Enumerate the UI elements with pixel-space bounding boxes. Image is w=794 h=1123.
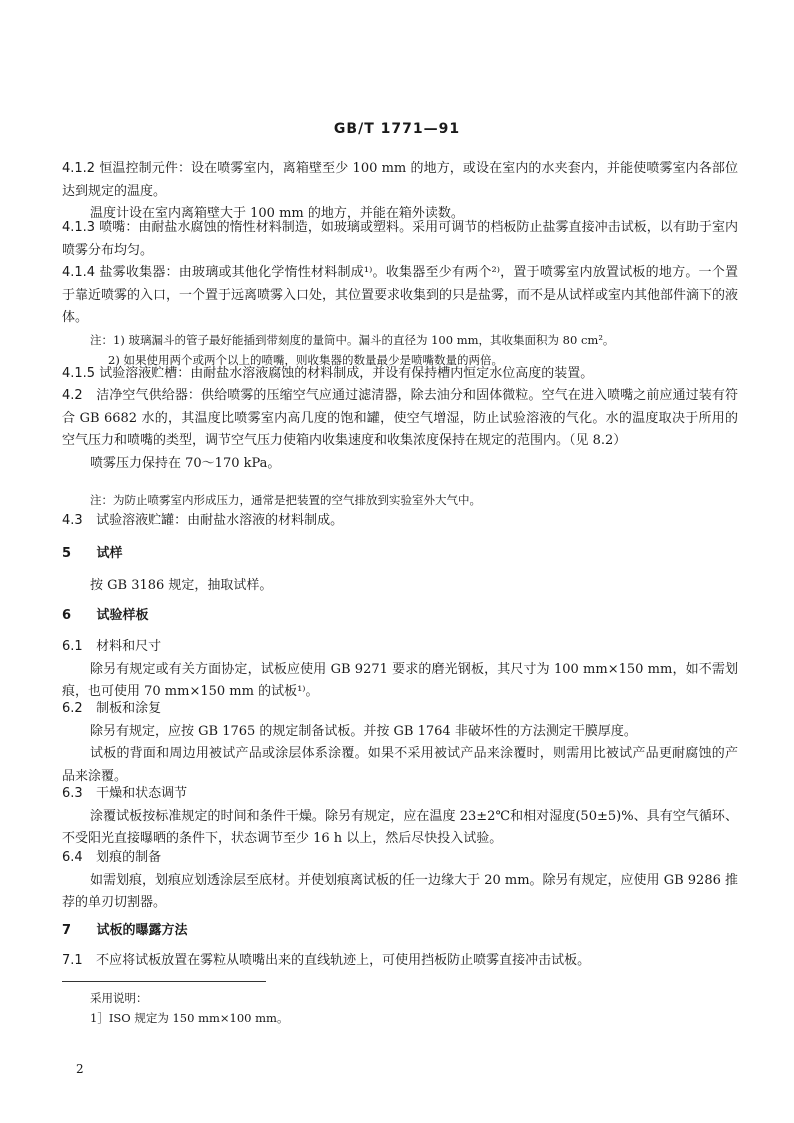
- clause-number: 4.2: [62, 388, 83, 403]
- footnote: 1］ISO 规定为 150 mm×100 mm。: [90, 1011, 289, 1025]
- clause-text: 洁净空气供给器：供给喷雾的压缩空气应通过滤清器，除去油分和固体微粒。空气在进入喷嘴之前应通过装有符合 GB 6682 水的，其温度比喷雾室内高几度的饱和罐，使空气增湿，防止试验溶液的气化。水的温度取决于所用的空气压力和喷嘴的类型，调节空气压力使箱内收集速度和收集浓度保持在规定的范围内。（见 8.2）: [62, 388, 738, 448]
- clause-text: 喷嘴：由耐盐水腐蚀的惰性材料制造，如玻璃或塑料。采用可调节的档板防止盐雾直接冲击试板，以有助于室内喷雾分布均匀。: [62, 220, 738, 258]
- clause-number: 4.1.4: [62, 265, 96, 280]
- clause-number: 6.4: [62, 850, 83, 865]
- paragraph: 涂覆试板按标准规定的时间和条件干燥。除另有规定，应在温度 23±2℃和相对湿度(50±5)%、具有空气循环、不受阳光直接曝晒的条件下，状态调节至少 16 h 以上，然后尽快投入试验。: [62, 808, 738, 846]
- clause-title: 材料和尺寸: [96, 639, 162, 654]
- section-number: 6: [62, 608, 72, 623]
- note: 注：为防止喷雾室内形成压力，通常是把装置的空气排放到实验室外大气中。: [90, 493, 481, 507]
- section-6-4: [62, 847, 738, 915]
- section-5: [62, 543, 738, 597]
- section-4-1-2: [62, 158, 738, 226]
- section-number: 5: [62, 546, 72, 561]
- footnote-block: [90, 988, 690, 1028]
- paragraph: 除另有规定或有关方面协定，试板应使用 GB 9271 要求的磨光钢板，其尺寸为 100 mm×150 mm，如不需划痕，也可使用 70 mm×150 mm 的试板¹⁾。: [62, 661, 738, 699]
- paragraph: 温度计设在室内离箱壁大于 100 mm 的地方，并能在箱外读数。: [90, 206, 464, 221]
- section-title: 试验样板: [96, 608, 149, 623]
- clause-text: 盐雾收集器：由玻璃或其他化学惰性材料制成¹⁾。收集器至少有两个²⁾，置于喷雾室内放置试板的地方。一个置于靠近喷雾的入口，一个置于远离喷雾入口处，其位置要求收集到的只是盐雾，而不是从试样或室内其他部件滴下的液体。: [62, 265, 739, 325]
- paragraph: 喷雾压力保持在 70～170 kPa。: [90, 455, 281, 471]
- clause-title: 划痕的制备: [96, 850, 162, 865]
- section-6-2: [62, 698, 738, 788]
- paragraph: 试板的背面和周边用被试产品或涂层体系涂覆。如果不采用被试产品来涂覆时，则需用比被试产品更耐腐蚀的产品来涂覆。: [62, 746, 738, 784]
- clause-text: 试验溶液贮槽：由耐盐水溶液腐蚀的材料制成，并设有保持槽内恒定水位高度的装置。: [99, 366, 594, 381]
- section-6-3: [62, 783, 738, 851]
- section-title: 试样: [96, 546, 123, 561]
- clause-number: 4.1.3: [62, 220, 96, 235]
- clause-text: 恒温控制元件：设在喷雾室内，离箱壁至少 100 mm 的地方，或设在室内的水夹套内，并能使喷雾室内各部位达到规定的温度。: [62, 161, 738, 199]
- section-4-1-4: [62, 262, 738, 330]
- note: 2) 如果使用两个或两个以上的喷嘴，则收集器的数量最少是喷嘴数量的两倍。: [108, 353, 503, 367]
- clause-text: 试验溶液贮罐：由耐盐水溶液的材料制成。: [96, 513, 344, 528]
- clause-number: 6.2: [62, 701, 83, 716]
- section-title: 试板的曝露方法: [96, 923, 188, 938]
- paragraph: 如需划痕，划痕应划透涂层至底材。并使划痕离试板的任一边缘大于 20 mm。除另有规定，应使用 GB 9286 推荐的单刃切割器。: [62, 872, 738, 910]
- notes-block-2: [90, 490, 738, 510]
- footnote-divider: [62, 981, 266, 982]
- section-7: [62, 920, 738, 943]
- section-4-1-5: [62, 363, 738, 386]
- page-header: GB/T 1771—91: [333, 121, 461, 137]
- clause-number: 4.1.2: [62, 161, 96, 176]
- paragraph: 按 GB 3186 规定，抽取试样。: [90, 577, 273, 593]
- clause-number: 4.1.5: [62, 366, 96, 381]
- section-number: 7: [62, 923, 72, 938]
- clause-number: 6.1: [62, 639, 83, 654]
- section-6: [62, 605, 738, 628]
- footnote-title: 采用说明：: [90, 991, 148, 1005]
- clause-text: 不应将试板放置在雾粒从喷嘴出来的直线轨迹上，可使用挡板防止喷雾直接冲击试板。: [96, 953, 591, 968]
- note: 注：1) 玻璃漏斗的管子最好能插到带刻度的量筒中。漏斗的直径为 100 mm，其收集面积为 80 cm²。: [90, 333, 615, 347]
- clause-number: 6.3: [62, 786, 83, 801]
- section-7-1: [62, 950, 738, 973]
- section-4-2: [62, 385, 738, 475]
- section-4-1-3: [62, 217, 738, 262]
- section-6-1: [62, 636, 738, 704]
- clause-number: 4.3: [62, 513, 83, 528]
- clause-number: 7.1: [62, 953, 83, 968]
- clause-title: 制板和涂复: [96, 701, 162, 716]
- section-4-3: [62, 510, 738, 533]
- paragraph: 除另有规定，应按 GB 1765 的规定制备试板。并按 GB 1764 非破坏性的方法测定干膜厚度。: [90, 723, 637, 739]
- page-number: 2: [76, 1062, 84, 1076]
- clause-title: 干燥和状态调节: [96, 786, 188, 801]
